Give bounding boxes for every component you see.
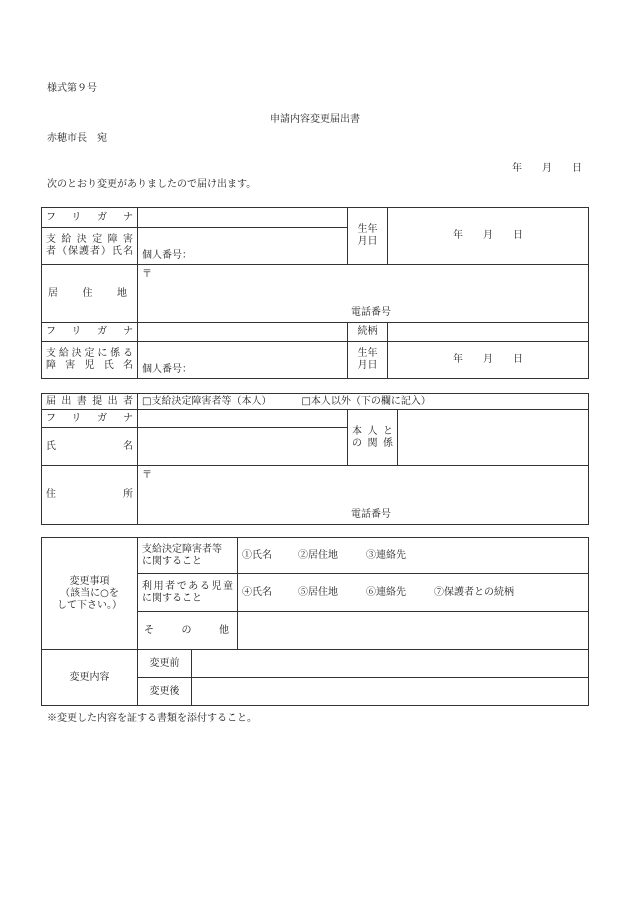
option-6-contact[interactable]: ⑥連絡先 [366, 586, 406, 598]
option-self-checkbox[interactable]: □支給決定障害者等（本人） [142, 395, 272, 407]
submitter-label: 届出書提出者 [42, 394, 138, 410]
footer-note: ※変更した内容を証する書類を添付すること。 [47, 713, 257, 724]
relationship-label: 続柄 [348, 323, 388, 342]
option-1-name[interactable]: ①氏名 [242, 549, 272, 561]
before-field[interactable] [192, 650, 589, 678]
submitter-options [138, 394, 589, 410]
child-birth-label: 生年 月日 [348, 342, 388, 379]
furigana-field[interactable] [138, 208, 348, 228]
birth-label: 生年 月日 [348, 208, 388, 265]
intro-text: 次のとおり変更がありましたので届け出ます。 [47, 179, 257, 190]
submitter-furigana-label: フリガナ [42, 410, 138, 428]
recipient-name-label: 支給決定障害 者（保護者）氏名 [42, 228, 138, 265]
submission-date-fields: 年 月 日 [512, 163, 582, 174]
postal-mark: 〒 [142, 269, 152, 280]
child-furigana-label: フリガナ [42, 323, 138, 342]
furigana-label: フリガナ [42, 208, 138, 228]
option-4-name[interactable]: ④氏名 [242, 586, 272, 598]
row3-label: その他 [138, 612, 238, 650]
row2-options [238, 574, 589, 612]
submitter-table [41, 393, 589, 525]
relation-label: 本人と の関係 [348, 410, 398, 466]
submitter-name-label: 氏名 [42, 428, 138, 466]
after-field[interactable] [192, 678, 589, 706]
row2-label: 利用者である児童 に関すること [138, 574, 238, 612]
recipient-table [41, 207, 589, 379]
submitter-phone-label: 電話番号 [351, 509, 391, 520]
child-name-field[interactable] [138, 342, 348, 379]
option-2-address[interactable]: ②居住地 [298, 549, 338, 561]
recipient-name-field[interactable] [138, 228, 348, 265]
submitter-address-field[interactable] [138, 466, 589, 525]
child-personal-number-label: 個人番号： [142, 364, 192, 375]
address-field[interactable] [138, 265, 589, 323]
child-birth-date-field[interactable]: 年 月 日 [388, 342, 589, 379]
form-number: 様式第９号 [47, 83, 97, 94]
submitter-address-label: 住所 [42, 466, 138, 525]
relation-field[interactable] [398, 410, 589, 466]
child-furigana-field[interactable] [138, 323, 348, 342]
relationship-field[interactable] [388, 323, 589, 342]
before-label: 変更前 [138, 650, 192, 678]
row3-field[interactable] [238, 612, 589, 650]
addressee: 赤穂市長 宛 [47, 133, 107, 144]
phone-label: 電話番号 [351, 307, 391, 318]
form-title: 申請内容変更届出書 [270, 114, 360, 125]
option-3-contact[interactable]: ③連絡先 [366, 549, 406, 561]
birth-date-field[interactable]: 年 月 日 [388, 208, 589, 265]
change-content-label: 変更内容 [42, 650, 138, 706]
submitter-furigana-field[interactable] [138, 410, 348, 428]
row1-label: 支給決定障害者等 に関すること [138, 538, 238, 574]
option-other-checkbox[interactable]: □本人以外（下の欄に記入） [301, 395, 431, 407]
change-items-label: 変更事項 （該当に○を して下さい。） [42, 538, 138, 650]
submitter-postal-mark: 〒 [142, 470, 152, 481]
change-table [41, 537, 589, 706]
row1-options [238, 538, 589, 574]
child-name-label: 支給決定に係る 障害児氏名 [42, 342, 138, 379]
submitter-name-field[interactable] [138, 428, 348, 466]
option-5-address[interactable]: ⑤居住地 [298, 586, 338, 598]
after-label: 変更後 [138, 678, 192, 706]
personal-number-label: 個人番号： [142, 250, 192, 261]
option-7-guardian-relation[interactable]: ⑦保護者との続柄 [434, 586, 514, 598]
address-label: 居住地 [42, 265, 138, 323]
